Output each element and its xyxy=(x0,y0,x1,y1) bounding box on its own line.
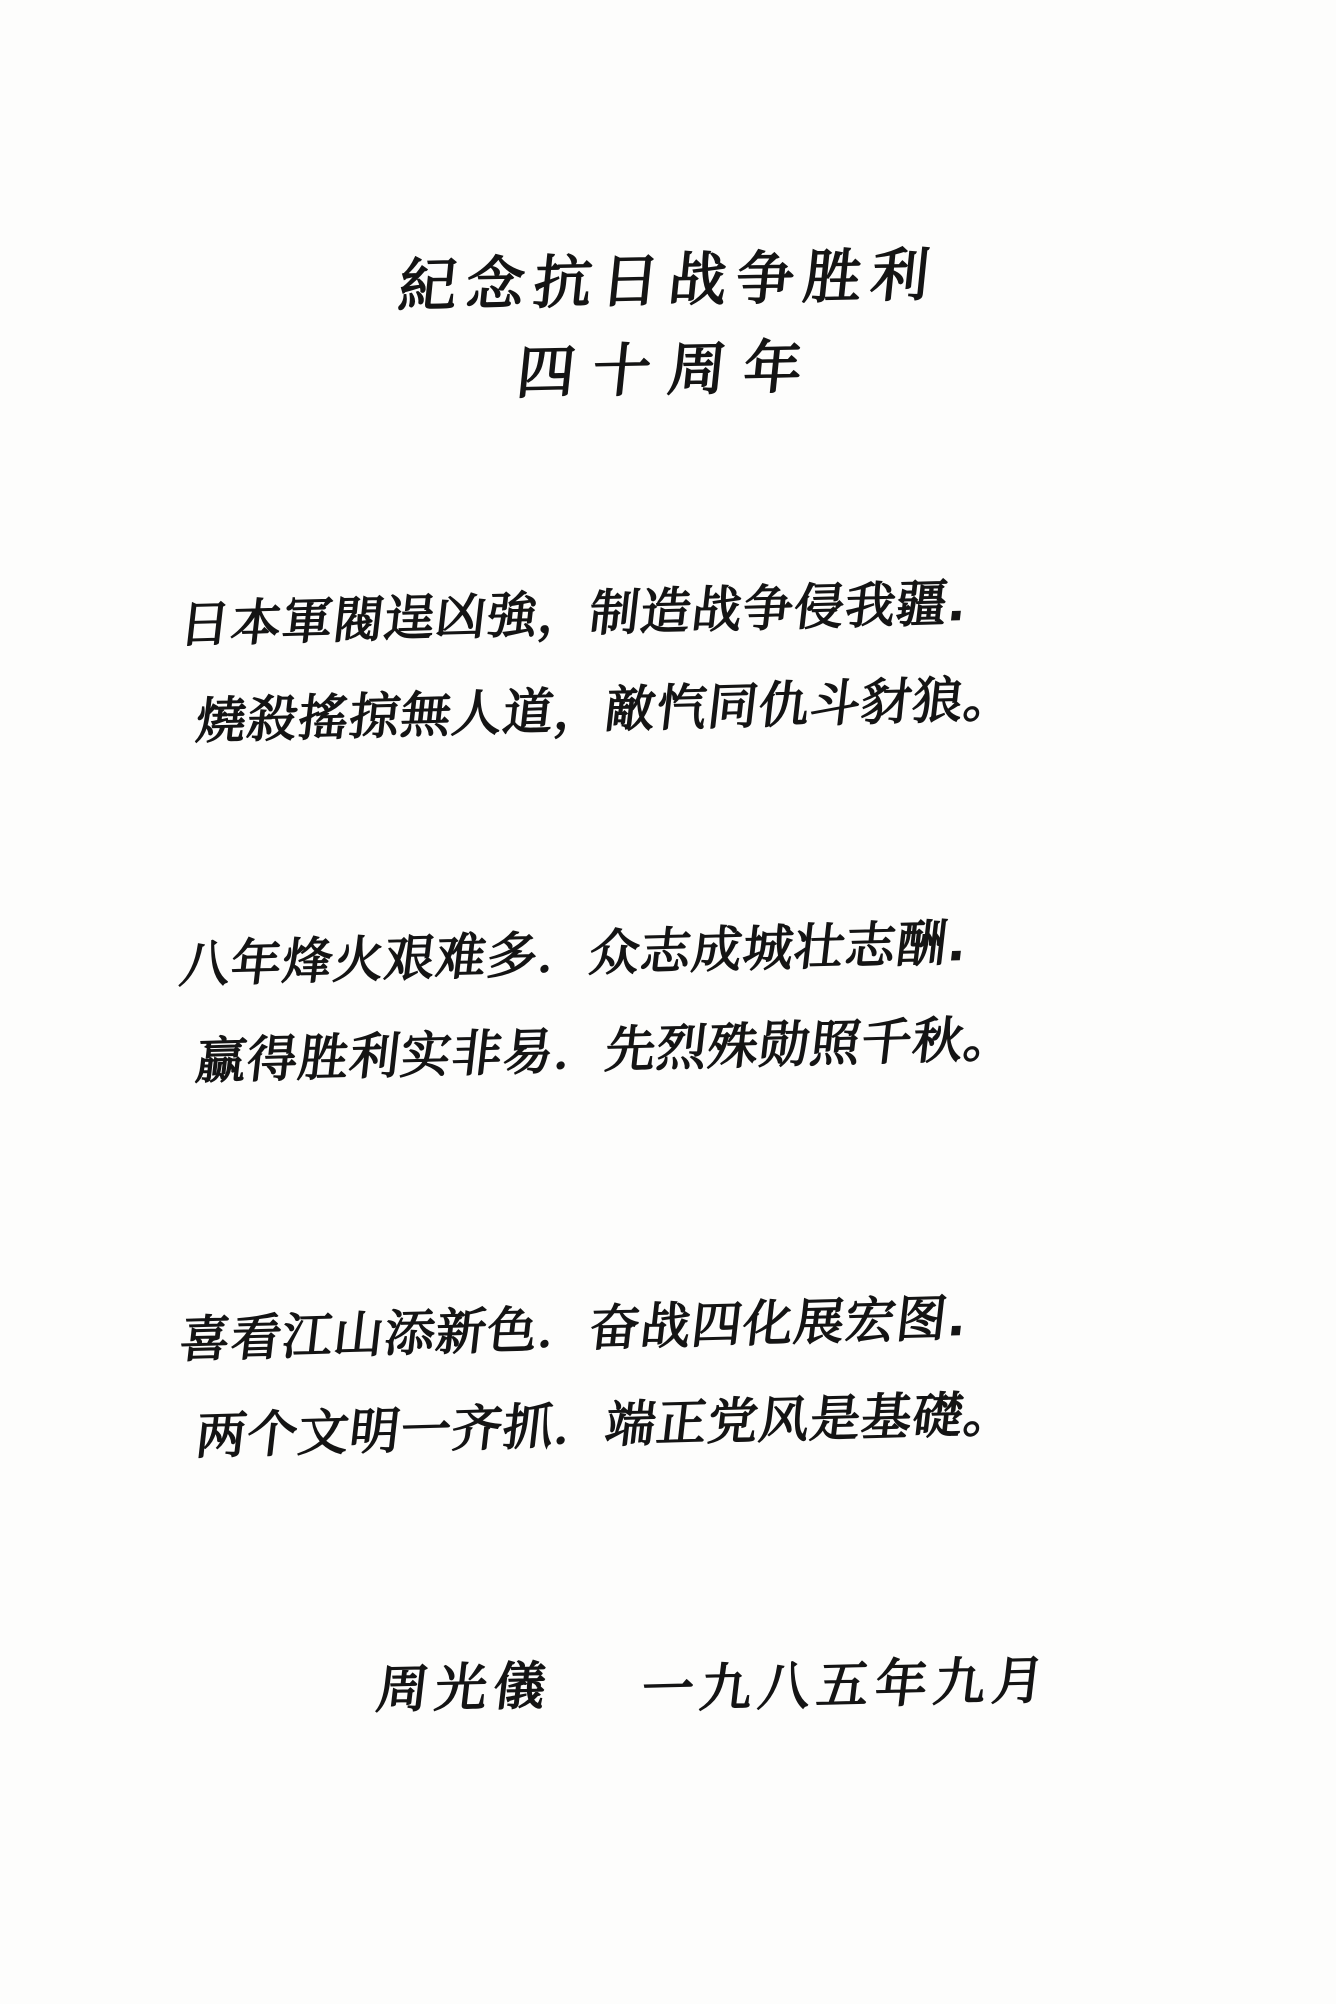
poem-title xyxy=(0,240,1336,409)
poem-line: 日本軍閥逞凶強，制造战争侵我疆. xyxy=(176,574,972,654)
poem-line: 八年烽火艰难多．众志成城壮志酬. xyxy=(176,914,972,994)
signature-author: 周光儀 xyxy=(372,1656,556,1721)
poem-title-line-1: 紀念抗日战争胜利 xyxy=(395,240,942,320)
poem-signature-block xyxy=(0,1650,1336,1725)
poem-title-line-2: 四十周年 xyxy=(513,332,823,407)
poem-line: 两个文明一齐抓．端正党风是基礎。 xyxy=(192,1384,1019,1466)
poem-line: 喜看江山添新色．奋战四化展宏图. xyxy=(176,1289,972,1369)
poem-line: 赢得胜利实非易．先烈殊勋照千秋。 xyxy=(192,1009,1019,1091)
poem-stanza-3 xyxy=(176,1289,1180,1494)
poem-line: 燒殺搖掠無人道，敵忾同仇斗豺狼。 xyxy=(192,669,1019,751)
poem-stanza-1 xyxy=(176,574,1180,779)
poem-stanza-2 xyxy=(176,914,1180,1119)
signature-date: 一九八五年九月 xyxy=(637,1650,1054,1721)
